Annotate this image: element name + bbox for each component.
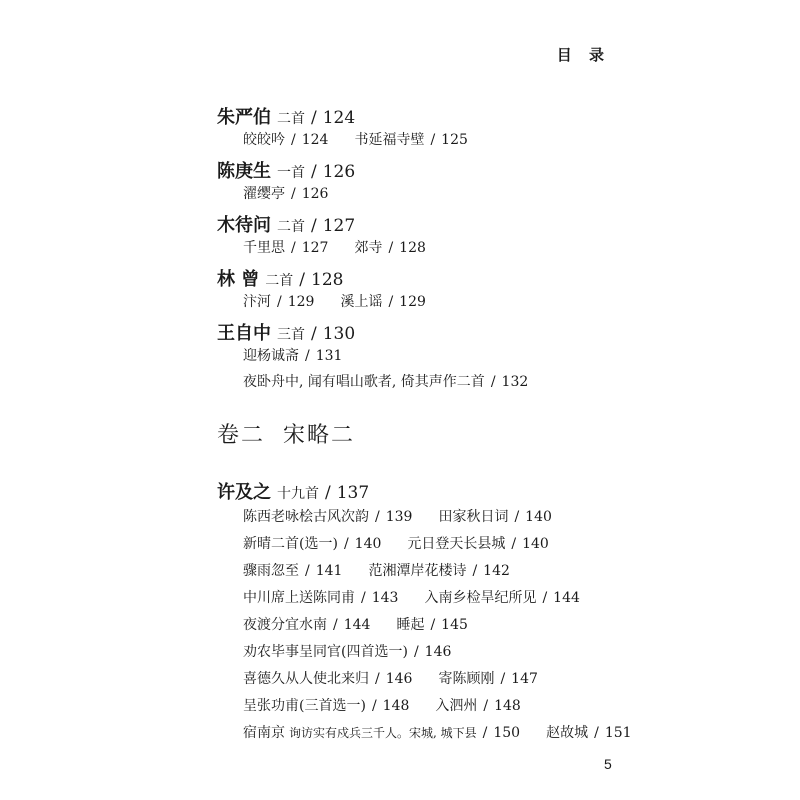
- author-name: 木待问: [217, 215, 271, 236]
- toc-poem-entry: [354, 132, 467, 148]
- poem-title: 范湘潭岸花楼诗: [368, 563, 467, 579]
- poem-title: 骤雨忽至: [243, 563, 299, 579]
- poem-title: 夜卧舟中, 闻有唱山歌者, 倚其声作二首: [243, 374, 485, 390]
- page-ref: 150: [493, 725, 521, 741]
- section-header: 目 录: [556, 46, 610, 64]
- poem-title: 田家秋日词: [438, 509, 509, 525]
- toc-poem-line: [243, 506, 552, 526]
- toc-poem-entry: [424, 590, 579, 606]
- toc-poem-line: [243, 695, 521, 715]
- toc-poem-entry: [243, 698, 409, 714]
- separator: /: [483, 698, 489, 714]
- separator: /: [291, 240, 296, 256]
- toc-poem-line: [243, 291, 426, 311]
- separator: /: [277, 294, 282, 310]
- page-ref: 144: [553, 590, 580, 606]
- separator: /: [291, 186, 296, 202]
- toc-poem-line: [243, 533, 549, 553]
- separator: /: [311, 324, 317, 344]
- page-ref: 151: [604, 725, 632, 741]
- toc-poem-entry: [243, 644, 451, 660]
- poem-title: 迎杨诚斋: [243, 348, 299, 364]
- volume-heading: [217, 418, 355, 449]
- toc-poem-line: [243, 560, 510, 580]
- poem-title: 皎皎吟: [243, 132, 285, 148]
- poem-count: 二首: [277, 219, 305, 235]
- poem-title: 宿南京: [243, 725, 285, 741]
- page-ref: 126: [301, 186, 329, 202]
- separator: /: [311, 162, 317, 182]
- toc-poem-line: [243, 641, 451, 661]
- toc-poem-entry: [407, 536, 548, 552]
- toc-author-entry: [217, 319, 355, 345]
- toc-poem-entry: [243, 590, 398, 606]
- toc-poem-line: [243, 345, 342, 365]
- toc-poem-line: [243, 129, 468, 149]
- separator: /: [472, 563, 478, 579]
- volume-label: 卷二: [217, 423, 266, 448]
- page-ref: 126: [322, 162, 356, 182]
- poem-title: 溪上谣: [340, 294, 383, 310]
- page-ref: 146: [385, 671, 413, 687]
- author-name: 王自中: [217, 323, 271, 344]
- toc-poem-entry: [243, 536, 381, 552]
- separator: /: [430, 617, 436, 633]
- toc-poem-line: [243, 371, 528, 391]
- toc-poem-line: [243, 668, 538, 688]
- toc-poem-entry: [435, 698, 520, 714]
- poem-title: 夜渡分宜水南: [243, 617, 327, 633]
- toc-poem-entry: [243, 240, 328, 256]
- poem-title: 寄陈顾刚: [438, 671, 495, 687]
- separator: /: [482, 725, 488, 741]
- separator: /: [361, 590, 366, 606]
- toc-poem-line: [243, 587, 580, 607]
- poem-title: 中川席上送陈同甫: [243, 590, 355, 606]
- toc-poem-line: [243, 722, 632, 742]
- toc-poem-line: [243, 614, 468, 634]
- toc-poem-entry: [243, 725, 520, 741]
- toc-poem-entry: [243, 509, 412, 525]
- page-ref: 127: [322, 216, 356, 236]
- separator: /: [343, 536, 349, 552]
- separator: /: [299, 270, 306, 290]
- poem-title: 睡起: [396, 617, 425, 633]
- author-name: 陈庚生: [217, 161, 271, 182]
- page-ref: 124: [301, 132, 329, 148]
- page-ref: 127: [301, 240, 329, 256]
- separator: /: [500, 671, 506, 687]
- separator: /: [291, 132, 296, 148]
- toc-poem-line: [243, 237, 426, 257]
- poem-title: 元日登天长县城: [407, 536, 506, 552]
- poem-count: 一首: [277, 165, 305, 181]
- poem-title: 郊寺: [354, 240, 383, 256]
- separator: /: [305, 563, 310, 579]
- page-ref: 129: [287, 294, 315, 310]
- separator: /: [514, 509, 520, 525]
- poem-title: 入南乡检旱纪所见: [424, 590, 537, 606]
- poem-count: 二首: [277, 111, 305, 127]
- toc-poem-entry: [243, 374, 528, 390]
- poem-title: 书延福寺壁: [354, 132, 425, 148]
- toc-poem-entry: [368, 563, 509, 579]
- separator: /: [388, 240, 394, 256]
- separator: /: [542, 590, 548, 606]
- page-ref: 146: [424, 644, 452, 660]
- toc-author-entry: [217, 103, 355, 129]
- toc-poem-entry: [243, 132, 328, 148]
- poem-title: 赵故城: [546, 725, 589, 741]
- toc-poem-entry: [243, 563, 342, 579]
- toc-poem-entry: [438, 509, 551, 525]
- toc-poem-entry: [243, 671, 412, 687]
- separator: /: [430, 132, 436, 148]
- page-ref: 137: [336, 483, 370, 503]
- separator: /: [311, 216, 317, 236]
- toc-poem-entry: [354, 240, 425, 256]
- toc-poem-entry: [243, 617, 370, 633]
- volume-title: 宋略二: [283, 423, 356, 448]
- poem-title: 入泗州: [435, 698, 478, 714]
- page-ref: 141: [315, 563, 343, 579]
- toc-poem-entry: [243, 294, 314, 310]
- page-ref: 128: [399, 240, 426, 256]
- page-ref: 130: [322, 324, 356, 344]
- separator: /: [375, 509, 380, 525]
- page-ref: 147: [511, 671, 538, 687]
- toc-author-entry: [217, 211, 355, 237]
- toc-author-entry: [217, 265, 343, 291]
- page-ref: 145: [441, 617, 468, 633]
- separator: /: [511, 536, 517, 552]
- poem-count: 二首: [265, 273, 294, 289]
- poem-title: 千里思: [243, 240, 285, 256]
- separator: /: [305, 348, 310, 364]
- page-ref: 124: [322, 108, 356, 128]
- poem-title: 陈西老咏桧古风次韵: [243, 509, 369, 525]
- author-name: 许及之: [217, 482, 271, 503]
- poem-note: 询访实有戍兵三千人。宋城, 城下县: [289, 726, 477, 740]
- poem-title: 汴河: [243, 294, 271, 310]
- page-ref: 129: [399, 294, 426, 310]
- page-ref: 143: [371, 590, 399, 606]
- separator: /: [594, 725, 599, 741]
- poem-count: 十九首: [277, 486, 319, 502]
- poem-count: 三首: [277, 327, 305, 343]
- toc-poem-entry: [438, 671, 537, 687]
- page-ref: 140: [354, 536, 382, 552]
- poem-title: 劝农毕事呈同官(四首选一): [243, 644, 408, 660]
- poem-title: 喜德久从人使北来归: [243, 671, 369, 687]
- toc-poem-entry: [243, 348, 342, 364]
- poem-title: 呈张功甫(三首选一): [243, 698, 366, 714]
- page-ref: 140: [522, 536, 549, 552]
- page-ref: 142: [483, 563, 510, 579]
- toc-poem-line: [243, 183, 328, 203]
- separator: /: [371, 698, 377, 714]
- page-ref: 131: [315, 348, 343, 364]
- page-ref: 140: [525, 509, 552, 525]
- separator: /: [311, 108, 317, 128]
- toc-author-entry: [217, 478, 369, 504]
- toc-poem-entry: [340, 294, 425, 310]
- poem-title: 新晴二首(选一): [243, 536, 338, 552]
- poem-title: 濯缨亭: [243, 186, 285, 202]
- separator: /: [333, 617, 338, 633]
- author-name: 朱严伯: [217, 107, 271, 128]
- toc-poem-entry: [243, 186, 328, 202]
- separator: /: [490, 374, 496, 390]
- page-ref: 128: [311, 270, 344, 290]
- page-ref: 148: [382, 698, 410, 714]
- toc-author-entry: [217, 157, 355, 183]
- page-number: 5: [604, 756, 612, 772]
- separator: /: [388, 294, 394, 310]
- page-ref: 139: [385, 509, 413, 525]
- page-ref: 132: [501, 374, 529, 390]
- separator: /: [413, 644, 419, 660]
- page-ref: 148: [494, 698, 521, 714]
- page-ref: 125: [441, 132, 468, 148]
- separator: /: [325, 483, 331, 503]
- toc-poem-entry: [546, 725, 631, 741]
- separator: /: [375, 671, 380, 687]
- author-name: 林 曾: [217, 269, 260, 290]
- toc-poem-entry: [396, 617, 467, 633]
- page-ref: 144: [343, 617, 371, 633]
